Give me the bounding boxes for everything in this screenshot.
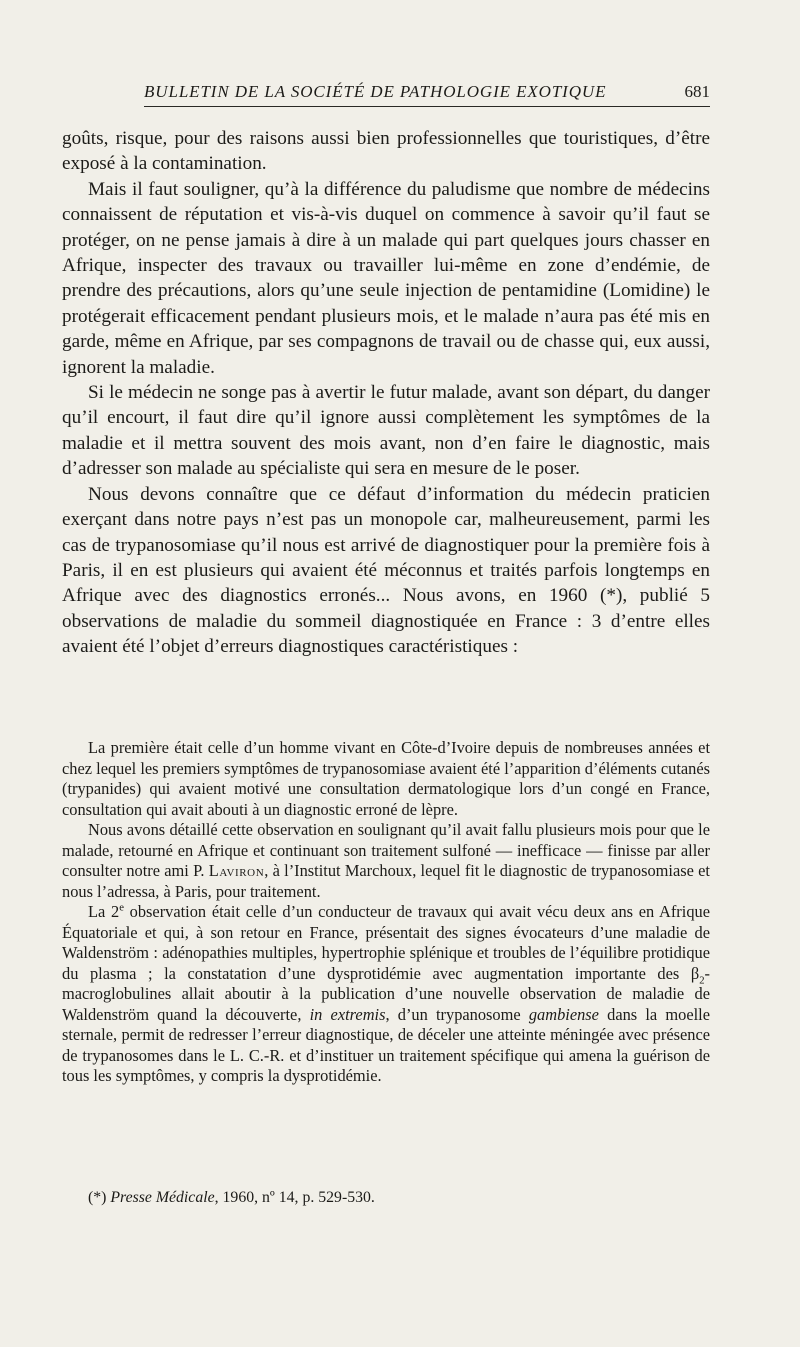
main-text (62, 126, 710, 660)
footnote-citation: , 1960, nº 14, p. 529-530. (214, 1189, 375, 1206)
author-name: Laviron (208, 861, 265, 880)
footnote (88, 1188, 648, 1208)
paragraph-paludisme: Mais il faut souligner, qu’à la différence du paludisme que nombre de médecins connaissent de réputation et vis-à-vis duquel on commence à savoir qu’il faut se protéger, on ne pense jamais à dire à un malade qui part quelques jours chasser en Afrique, inspecter des travaux ou travailler lui-même en zone d’endémie, de prendre des précautions, alors qu’une seule injection de pentamidine (Lomidine) le protégerait efficacement pendant plusieurs mois, et le malade n’aura pas été mis en garde, même en Afrique, par ses compagnons de travail ou de chasse qui, eux aussi, ignorent la maladie. (62, 178, 710, 378)
case-2: La 2e observation était celle d’un conducteur de travaux qui avait vécu deux ans en Afrique Équatoriale et qui, à son retour en France, présentait des signes évocateurs d’une maladie de Waldenström : adénopathies multiples, hypertrophie splénique et troubles de l’équilibre protidique du plasma ; la constatation d’une dysprotidémie avec augmentation importante des $\beta_2$-macroglobulines allait aboutir à la publication d’une nouvelle observation de maladie de Waldenström quand la découverte, in extremis, d’un trypanosome gambiense dans la moelle sternale, permit de redresser l’erreur diagnostique, de déceler une atteinte méningée avec présence de trypanosomes dans le L. C.-R. et d’instituer un traitement spécifique qui amena la guérison de tous les symptômes, y compris la dysprotidémie. (62, 902, 710, 1085)
page-number: 681 (684, 82, 710, 101)
footnote-mark: (*) (88, 1189, 107, 1206)
paragraph-medecin: Si le médecin ne songe pas à avertir le futur malade, avant son départ, du danger qu’il encourt, il faut dire qu’il ignore aussi complètement les symptômes de la maladie et il mettra souvent des mois avant, non d’en faire le diagnostic, mais d’adresser son malade au spécialiste qui sera en mesure de le poser. (62, 382, 710, 480)
header-rule (144, 106, 710, 107)
case-reports (62, 738, 710, 1087)
case-1: La première était celle d’un homme vivant en Côte-d’Ivoire depuis de nombreuses années et chez lequel les premiers symptômes de trypanosomiase avaient été l’apparition d’éléments cutanés (trypanides) qui avaient motivé une consultation dermatologique lors d’un congé en France, consultation qui avait abouti à un diagnostic erroné de lèpre. (62, 738, 710, 819)
running-title: BULLETIN DE LA SOCIÉTÉ DE PATHOLOGIE EXOTIQUE (144, 82, 607, 101)
footnote-journal: Presse Médicale (110, 1189, 215, 1206)
case-1-followup: Nous avons détaillé cette observation en soulignant qu’il avait fallu plusieurs mois pour que le malade, retourné en Afrique et continuant son traitement sulfoné — inefficace — finisse par aller consulter notre ami P. Laviron, à l’Institut Marchoux, lequel fit le diagnostic de trypanosomiase et nous l’adressa, à Paris, pour traitement. (62, 820, 710, 901)
page-header (62, 82, 710, 108)
paragraph-information: Nous devons connaître que ce défaut d’information du médecin praticien exerçant dans notre pays n’est pas un monopole car, malheureusement, parmi les cas de trypanosomiase qu’il nous est arrivé de diagnostiquer pour la première fois à Paris, il en est plusieurs qui avaient été méconnus et traités parfois longtemps en Afrique avec des diagnostics erronés... Nous avons, en 1960 (*), publié 5 observations de maladie du sommeil diagnostiquée en France : 3 d’entre elles avaient été l’objet d’erreurs diagnostiques caractéristiques : (62, 483, 710, 658)
paragraph-continued: goûts, risque, pour des raisons aussi bien professionnelles que touristiques, d’être exposé à la contamination. (62, 128, 710, 175)
